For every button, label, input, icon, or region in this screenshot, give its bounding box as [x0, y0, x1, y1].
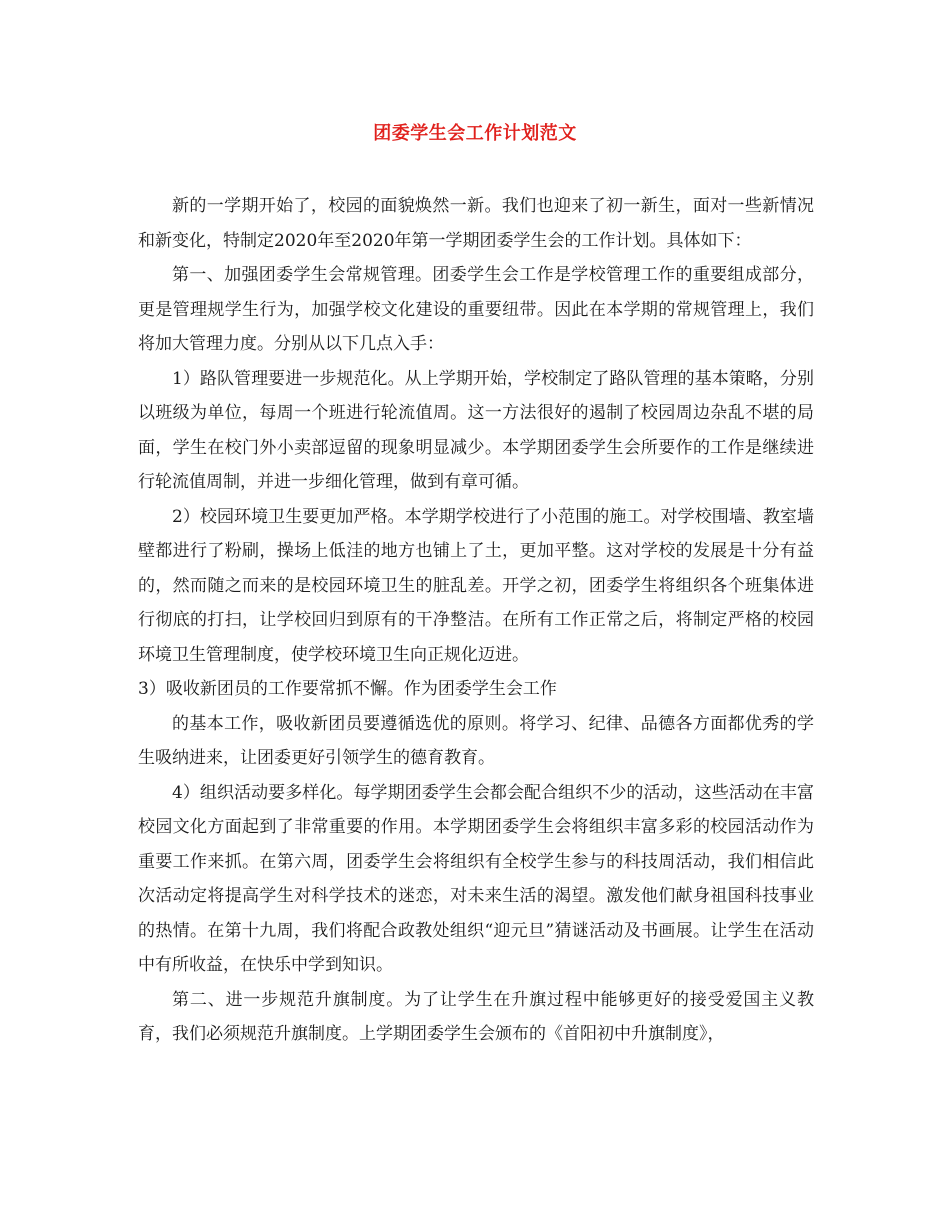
document-body [138, 189, 814, 1052]
paragraph-section-2: 第二、进一步规范升旗制度。为了让学生在升旗过程中能够更好的接受爱国主义教育，我们必须规范升旗制度。上学期团委学生会颁布的《首阳初中升旗制度》， [138, 989, 814, 1044]
paragraph-item-4: 4）组织活动要多样化。每学期团委学生会都会配合组织不少的活动，这些活动在丰富校园文化方面起到了非常重要的作用。本学期团委学生会将组织丰富多彩的校园活动作为重要工作来抓。在第六周，团委学生会将组织有全校学生参与的科技周活动，我们相信此次活动定将提高学生对科学技术的迷恋，对未来生活的渴望。激发他们献身祖国科技事业的热情。在第十九周，我们将配合政教处组织“迎元旦”猜谜活动及书画展。让学生在活动中有所收益，在快乐中学到知识。 [138, 782, 814, 975]
paragraph-section-1: 第一、加强团委学生会常规管理。团委学生会工作是学校管理工作的重要组成部分，更是管理规学生行为，加强学校文化建设的重要纽带。因此在本学期的常规管理上，我们将加大管理力度。分别从以下几点入手： [138, 265, 814, 354]
paragraph-item-3-cont: 的基本工作，吸收新团员要遵循选优的原则。将学习、纪律、品德各方面都优秀的学生吸纳进来，让团委更好引领学生的德育教育。 [138, 713, 814, 768]
paragraph-item-1: 1）路队管理要进一步规范化。从上学期开始，学校制定了路队管理的基本策略，分别以班级为单位，每周一个班进行轮流值周。这一方法很好的遏制了校园周边杂乱不堪的局面，学生在校门外小卖部逗留的现象明显减少。本学期团委学生会所要作的工作是继续进行轮流值周制，并进一步细化管理，做到有章可循。 [138, 368, 814, 492]
document-title: 团委学生会工作计划范文 [373, 123, 577, 144]
paragraph-intro: 新的一学期开始了，校园的面貌焕然一新。我们也迎来了初一新生，面对一些新情况和新变化，特制定2020年至2020年第一学期团委学生会的工作计划。具体如下： [138, 196, 814, 251]
paragraph-item-2: 2）校园环境卫生要更加严格。本学期学校进行了小范围的施工。对学校围墙、教室墙壁都进行了粉刷，操场上低洼的地方也铺上了土，更加平整。这对学校的发展是十分有益的，然而随之而来的是校园环境卫生的脏乱差。开学之初，团委学生将组织各个班集体进行彻底的打扫，让学校回归到原有的干净整洁。在所有工作正常之后，将制定严格的校园环境卫生管理制度，使学校环境卫生向正规化迈进。 [138, 506, 814, 665]
paragraph-item-3: 3）吸收新团员的工作要常抓不懈。作为团委学生会工作 [138, 679, 557, 699]
